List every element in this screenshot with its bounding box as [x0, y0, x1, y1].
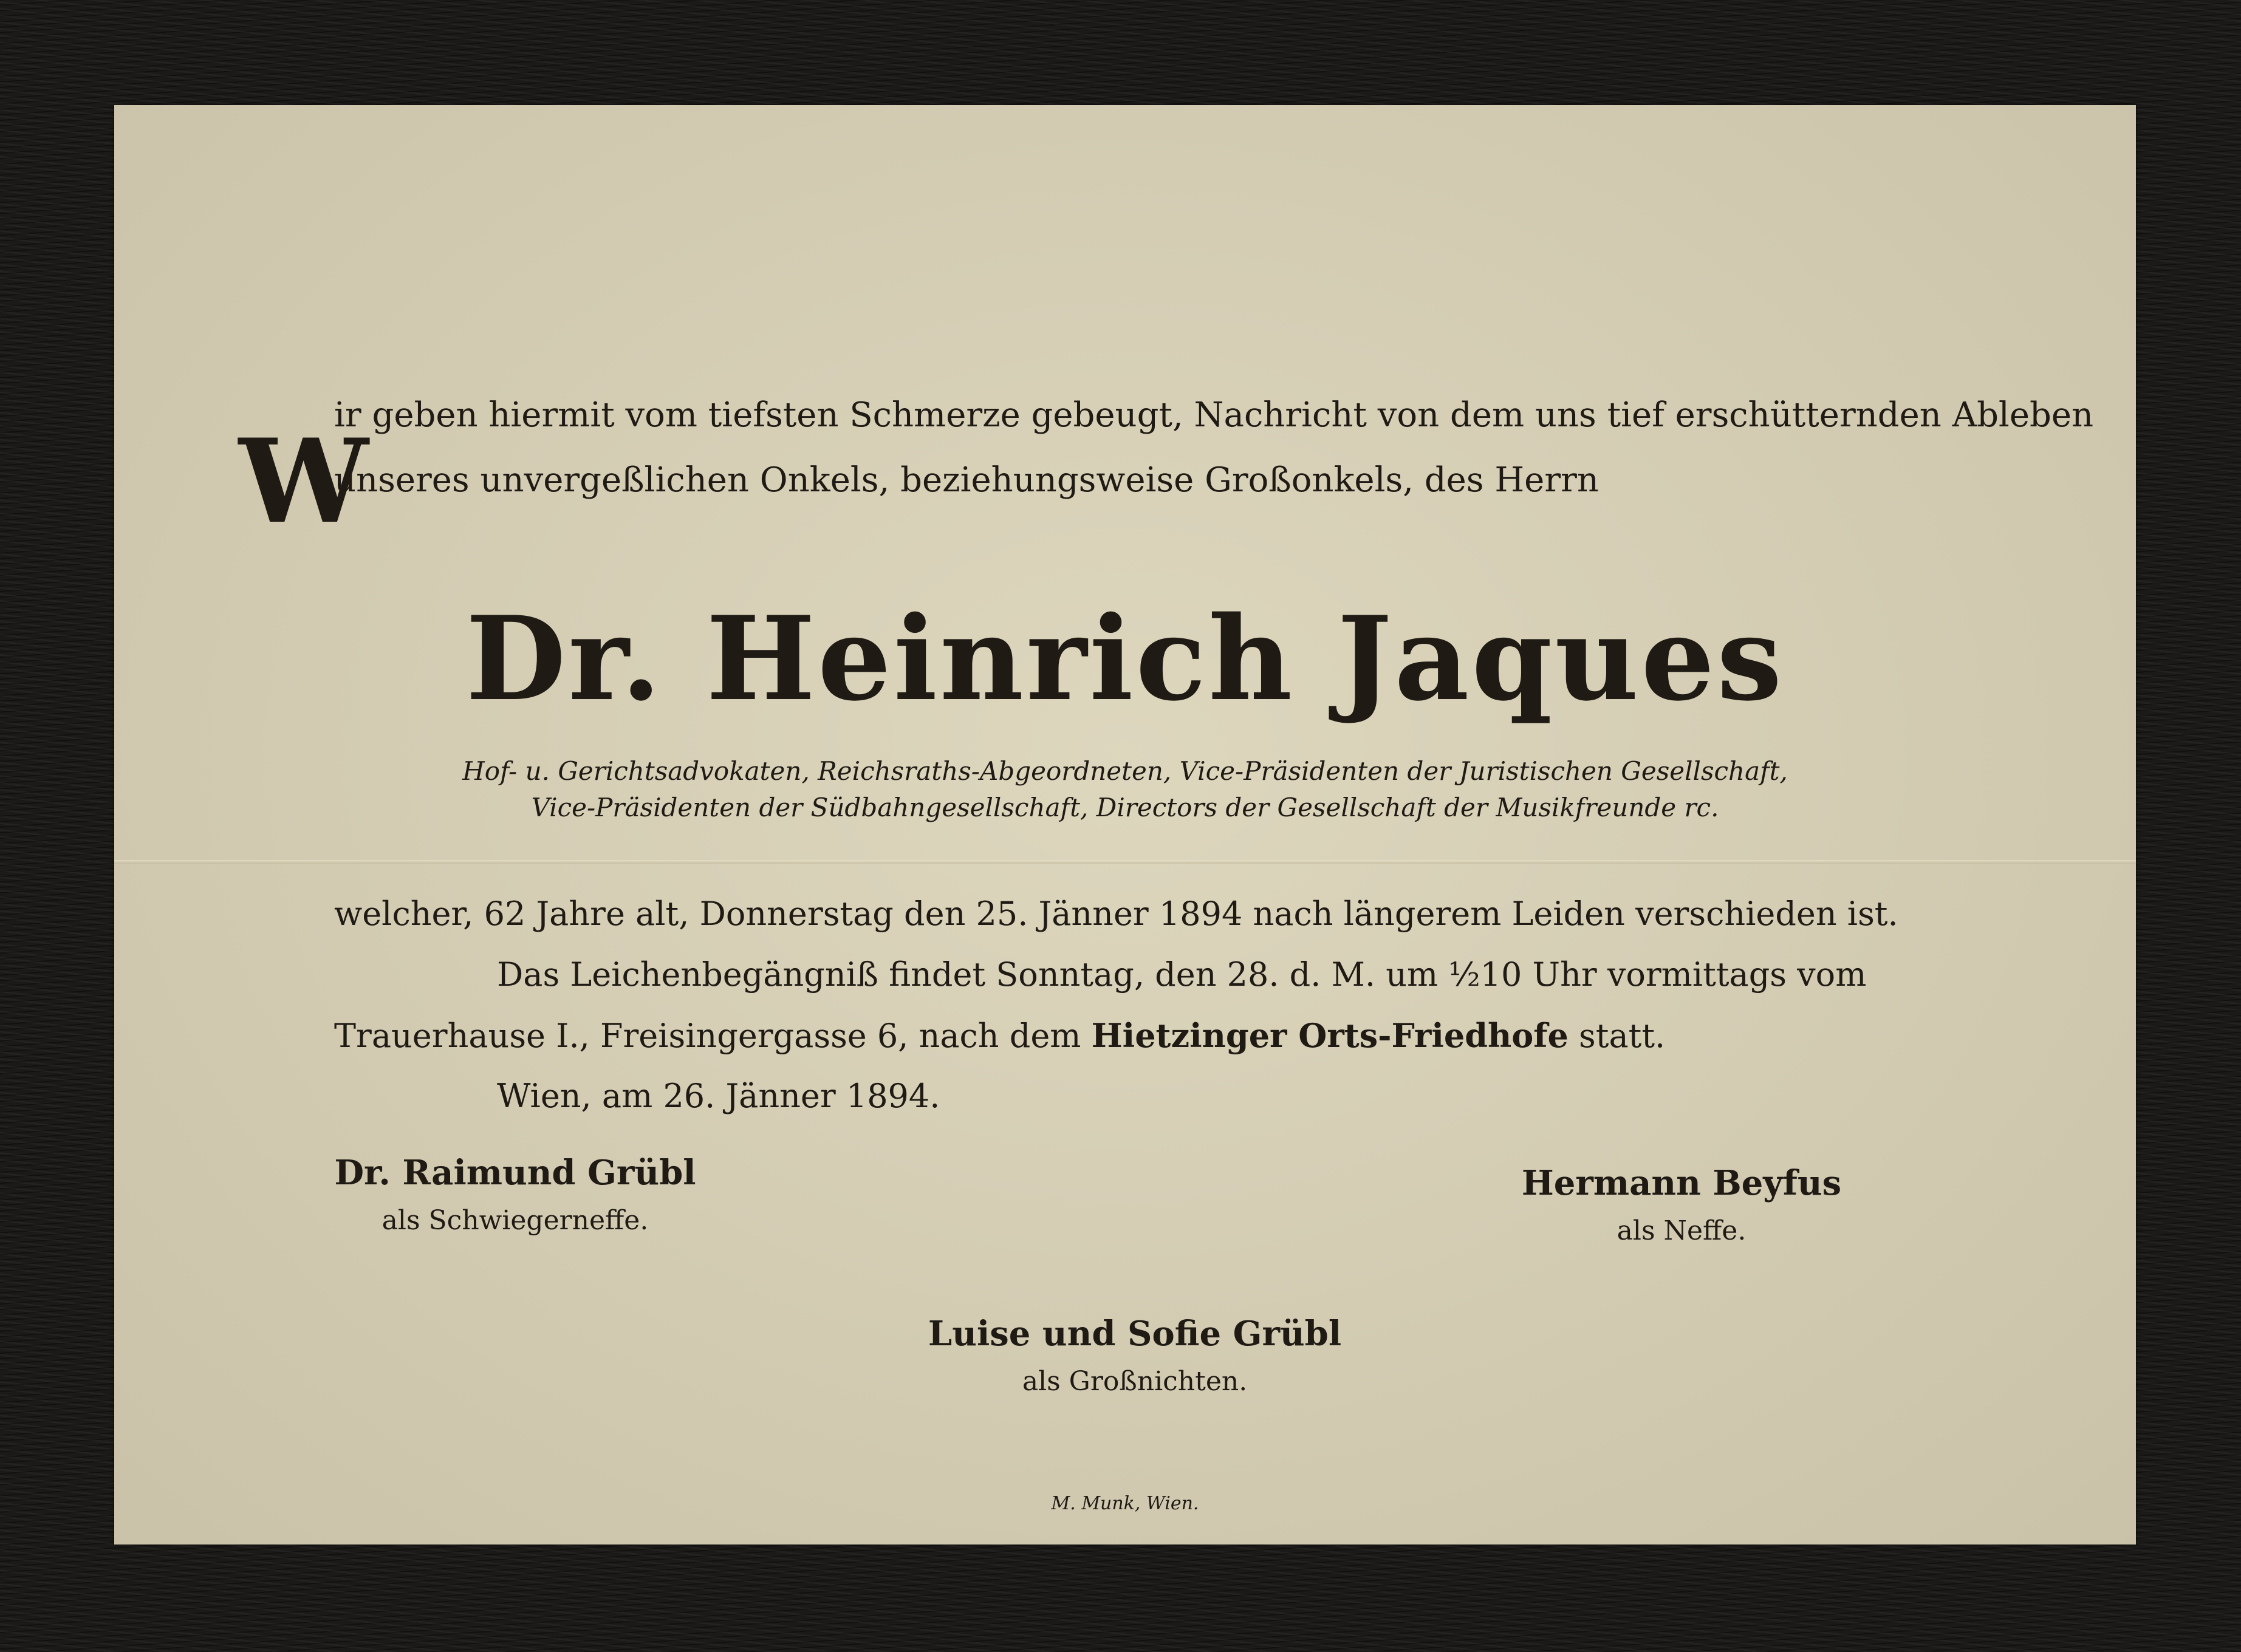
body-line-3-end: statt.	[1579, 1017, 1666, 1055]
body-line-2: Das Leichenbegängniß findet Sonntag, den 28. d. M. um ½10 Uhr vormittags vom	[497, 955, 1867, 994]
signatory-name: Luise und Sofie Grübl	[928, 1314, 1342, 1354]
paper-fold-crease	[114, 860, 2136, 864]
opening-line-1: ir geben hiermit vom tiefsten Schmerze gebeugt, Nachricht von dem uns tief erschütternden Ableben	[334, 395, 2094, 435]
deceased-name: Dr. Heinrich Jaques	[465, 591, 1785, 726]
drop-cap-letter: W	[239, 414, 369, 549]
signatory-2	[1451, 1163, 1912, 1246]
body-line-3-start: Trauerhause I., Freisingergasse 6, nach dem	[334, 1017, 1081, 1055]
signatory-3	[831, 1314, 1439, 1397]
body-line-1: welcher, 62 Jahre alt, Donnerstag den 25. Jänner 1894 nach längerem Leiden verschieden ist.	[334, 895, 1898, 933]
cemetery-name: Hietzinger Orts-Friedhofe	[1091, 1016, 1569, 1055]
printer-imprint: M. Munk, Wien.	[1051, 1493, 1199, 1514]
signatory-name: Hermann Beyfus	[1521, 1163, 1842, 1203]
signatory-name: Dr. Raimund Grübl	[334, 1153, 696, 1193]
mourning-notice-card	[114, 105, 2136, 1544]
titles-line-1: Hof- u. Gerichtsadvokaten, Reichsraths-Abgeordneten, Vice-Präsidenten der Juristischen Gesellschaft,	[462, 756, 1788, 786]
signatory-1	[272, 1153, 758, 1236]
signatory-relation: als Schwiegerneffe.	[381, 1205, 649, 1236]
place-date: Wien, am 26. Jänner 1894.	[497, 1077, 940, 1115]
signatory-relation: als Neffe.	[1617, 1215, 1747, 1246]
body-line-3	[334, 1016, 1665, 1055]
signatory-relation: als Großnichten.	[1022, 1366, 1248, 1397]
titles-line-2: Vice-Präsidenten der Südbahngesellschaft, Directors der Gesellschaft der Musikfreunde rc.	[531, 793, 1719, 822]
opening-line-2: unseres unvergeßlichen Onkels, beziehungsweise Großonkels, des Herrn	[334, 460, 1599, 500]
